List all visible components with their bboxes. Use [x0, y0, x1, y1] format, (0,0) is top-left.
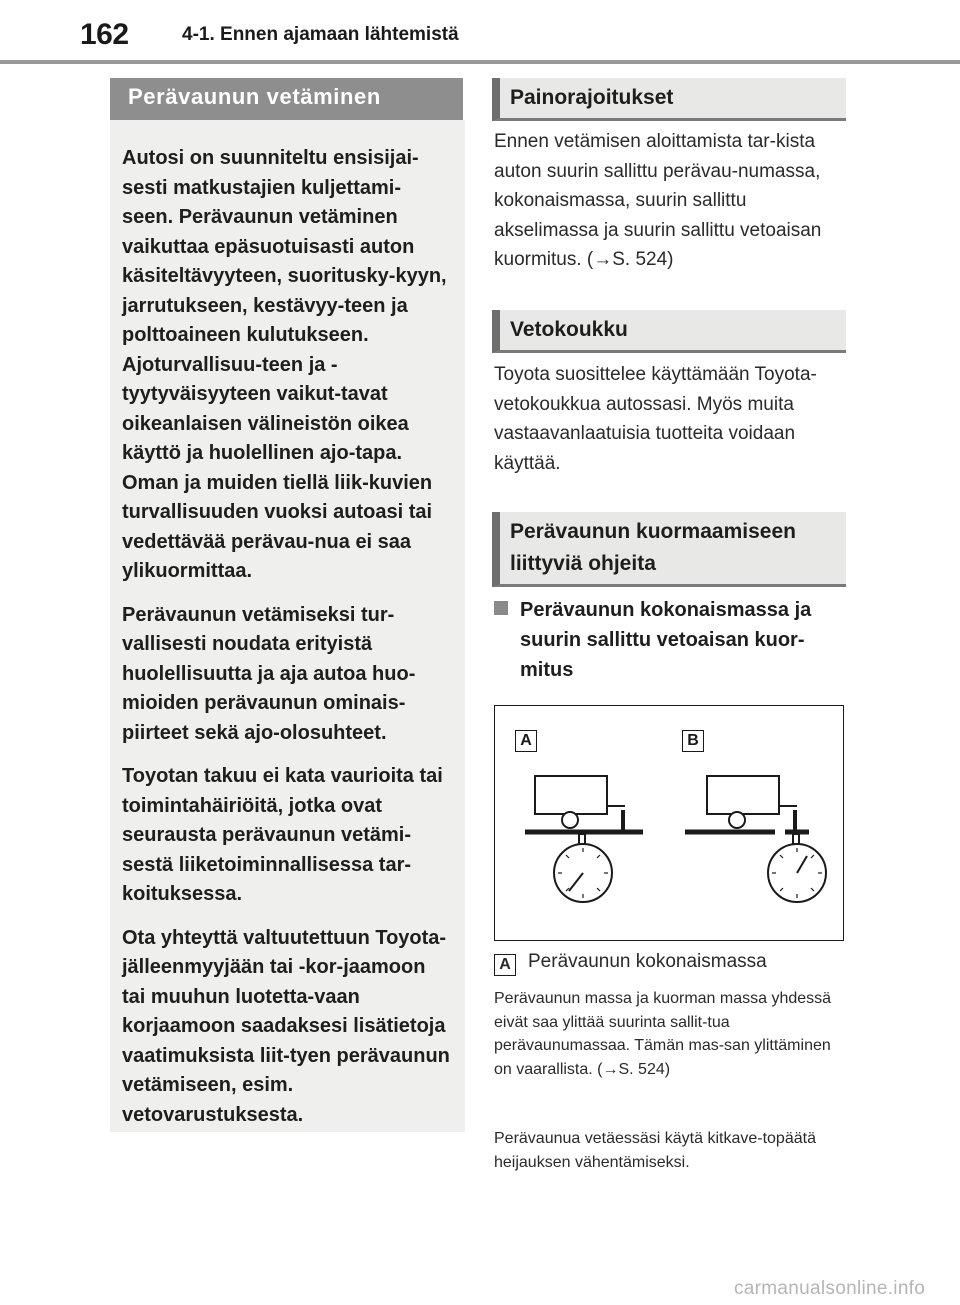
page-number: 162: [80, 18, 129, 51]
heading-line-1: Perävaunun kuormaamiseen: [510, 520, 796, 543]
section-heading-trailer-towing: Perävaunun vetäminen: [110, 78, 463, 120]
section-heading-trailer-loading: [492, 512, 846, 587]
trailer-weight-figure: [494, 705, 844, 941]
section-heading-weight-limits: Painorajoitukset: [492, 78, 846, 121]
square-bullet-icon: [494, 601, 508, 615]
figure-label-a: A: [515, 730, 537, 752]
bullet-trailer-mass: [494, 595, 846, 685]
section-heading-tow-hitch: Vetokoukku: [492, 310, 846, 353]
figure-caption: [494, 951, 767, 976]
caption-text: Perävaunun kokonaismassa: [528, 951, 767, 972]
trailer-on-scale-a: [525, 776, 643, 902]
weight-limits-text: Ennen vetämisen aloittamista tar-kista auton suurin sallittu perävau-numassa, kokonaismassa, suurin sallittu akselimassa ja suurin sallittu vetoaisan kuormitus. (→S. 524): [494, 131, 822, 270]
towing-info-box: [110, 120, 465, 1132]
trailer-scale-illustration: [495, 706, 843, 940]
chapter-title: 4-1. Ennen ajamaan lähtemistä: [182, 24, 459, 45]
watermark: carmanualsonline.info: [734, 1278, 926, 1299]
header-divider: [0, 60, 960, 64]
intro-paragraph: Autosi on suunniteltu ensisijai-sesti matkustajien kuljettami-seen. Perävaunun vetäminen vaikuttaa epäsuotuisasti auton käsiteltävyyteen, suoritusky-kyyn, jarrutukseen, kestävyy-teen ja polttoaineen kulutukseen. Ajoturvallisuu-teen ja -tyytyväisyyteen vaikut-tavat oikeanlaisen välineistön oikea käyttö ja huolellinen ajo-tapa. Oman ja muiden tiellä liik-kuvien turvallisuuden vuoksi autoasi tai vedettävää perävau-nua ei saa ylikuormittaa.: [122, 147, 447, 582]
dealer-contact-paragraph: Ota yhteyttä valtuutettuun Toyota-jälleenmyyjään tai -kor-jaamoon tai muuhun luotetta-vaan korjaamoon saadaksesi lisätietoja vaatimuksista liit-tyen perävaunun vetämiseen, esim. vetovarustuksesta.: [122, 926, 450, 1126]
bullet-text: Perävaunun kokonaismassa ja suurin sallittu vetoaisan kuor-mitus: [520, 599, 812, 681]
heading-line-2: liittyviä ohjeita: [510, 552, 656, 575]
trailer-mass-note: Perävaunun massa ja kuorman massa yhdessä eivät saa ylittää suurinta sallit-tua perävaunumassaa. Tämän mas-san ylittäminen on vaarallista. (→S. 524): [494, 990, 832, 1078]
caption-label-a: A: [494, 954, 516, 976]
warranty-paragraph: Toyotan takuu ei kata vaurioita tai toimintahäiriöitä, jotka ovat seurausta perävaunun vetämi-sestä liiketoiminnallisessa tar-koituksessa.: [122, 765, 443, 905]
sway-control-note: Perävaunua vetäessäsi käytä kitkave-topäätä heijauksen vähentämiseksi.: [494, 1130, 816, 1171]
tow-hitch-text: Toyota suosittelee käyttämään Toyota-vetokoukkua autossasi. Myös muita vastaavanlaatuisia tuotteita voidaan käyttää.: [494, 364, 817, 474]
safe-towing-paragraph: Perävaunun vetämiseksi tur-vallisesti noudata erityistä huolellisuutta ja aja autoa huo-mioiden perävaunun ominais-piirteet sekä ajo-olosuhteet.: [122, 603, 416, 744]
trailer-on-scale-b: [685, 776, 826, 902]
figure-label-b: B: [682, 730, 704, 752]
